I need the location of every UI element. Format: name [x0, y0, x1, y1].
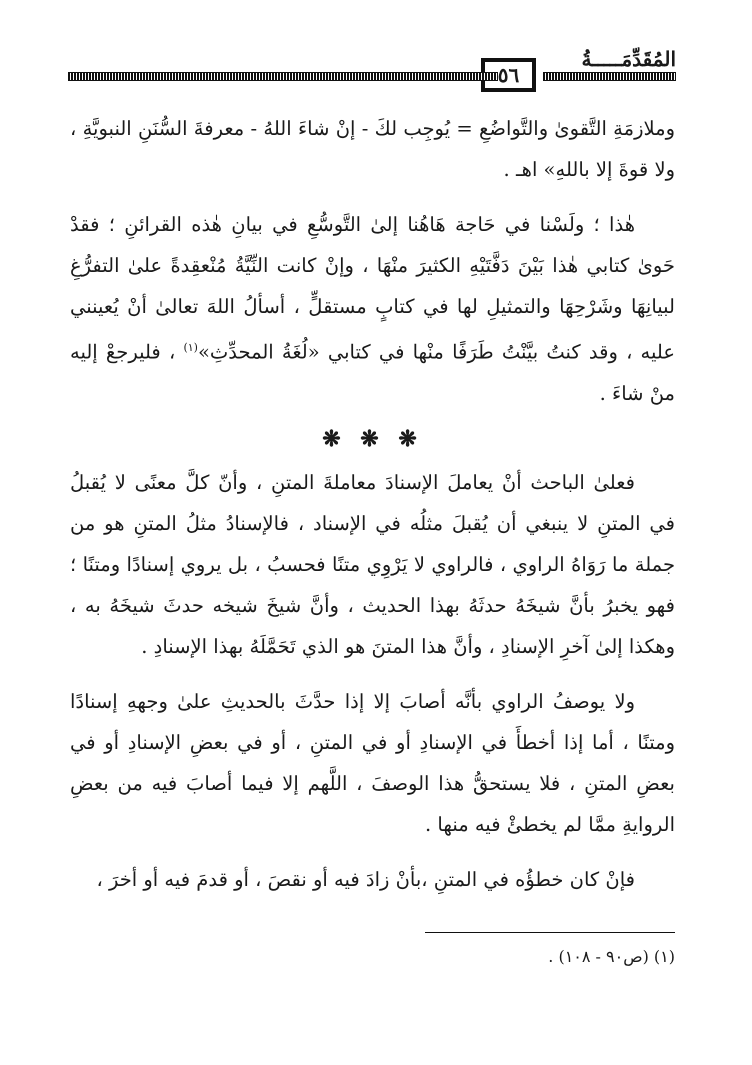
footnote-1: (١) (ص٩٠ - ١٠٨) . [548, 947, 675, 966]
paragraph-2-text: هٰذا ؛ ولَسْنا في حَاجة هَاهُنا إلىٰ التَّوسُّعِ في بيانِ هٰذه القرائنِ ؛ فقدْ حَوىٰ كتابي هٰذا بَيْنَ دَفَّتَيْهِ الكثيرَ منْهَا ، وإنْ كانت النِّيَّةُ مُنْعقِدةً علىٰ التفرُّغِ لبيانِهَا وشَرْحِهَا والتمثيلِ لها في كتابٍ مستقلٍّ ، أسألُ اللهَ تعالىٰ أنْ يُعينني عليه ، وقد كنتُ بيَّنْتُ طَرَفًا منْها في كتابي «لُغَةُ المحدِّثِ» [70, 213, 675, 364]
paragraph-4: ولا يوصفُ الراوي بأنَّه أصابَ إلا إذا حدَّثَ بالحديثِ علىٰ وجههِ إسنادًا ومتنًا ، أما إذا أخطأَ في الإسنادِ أو في المتنِ ، أو في بعضِ الإسنادِ أو في بعضِ المتنِ ، فلا يستحقُّ هذا الوصفَ ، اللَّهم إلا فيما أصابَ فيه من بعضِ الروايةِ ممَّا لم يخطئْ فيه منها . [70, 689, 675, 836]
section-separator: ❋ ❋ ❋ [322, 425, 423, 452]
paragraph-2 [70, 204, 675, 414]
footnote-marker: (١) [183, 341, 198, 354]
page-header [68, 46, 676, 94]
page-body [70, 108, 675, 900]
page-number: ٥٦ [481, 58, 536, 92]
running-title: المُقَدِّمَـــــةُ [581, 47, 676, 71]
footnote-divider [425, 932, 675, 933]
header-rule-left [68, 72, 498, 81]
paragraph-3: فعلىٰ الباحث أنْ يعاملَ الإسنادَ معاملةَ المتنِ ، وأنّ كلَّ معنًى لا يُقبلُ في المتنِ لا ينبغي أن يُقبلَ مثلُه في الإسناد ، فالإسنادُ مثلُ المتنِ هو من جملة ما رَوَاهُ الراوي ، فالراوي لا يَرْوِي متنًا فحسبُ ، بل يروي إسنادًا ومتنًا ؛ فهو يخبرُ بأنَّ شيخَهُ حدثَهُ بهذا الحديث ، وأنَّ شيخَ شيخه حدثَ شيخَهُ به ، وهكذا إلىٰ آخرِ الإسنادِ ، وأنَّ هذا المتنَ هو الذي تَحَمَّلَهُ بهذا الإسنادِ . [70, 470, 675, 658]
paragraph-5: فإنْ كان خطؤُه في المتنِ ،بأنْ زادَ فيه أو نقصَ ، أو قدمَ فيه أو أخرَ ، [96, 867, 635, 891]
header-rule-right [543, 72, 676, 81]
paragraph-1: وملازمَةِ التَّقوىٰ والتَّواضُعِ = يُوجِب لكَ - إنْ شاءَ اللهُ - معرفةَ السُّنَنِ النبويَّةِ ، ولا قوةَ إلا باللهِ» اهـ . [70, 117, 675, 181]
paragraph-2-tail: ، فليرجعْ إليه منْ شاءَ . [70, 340, 675, 405]
